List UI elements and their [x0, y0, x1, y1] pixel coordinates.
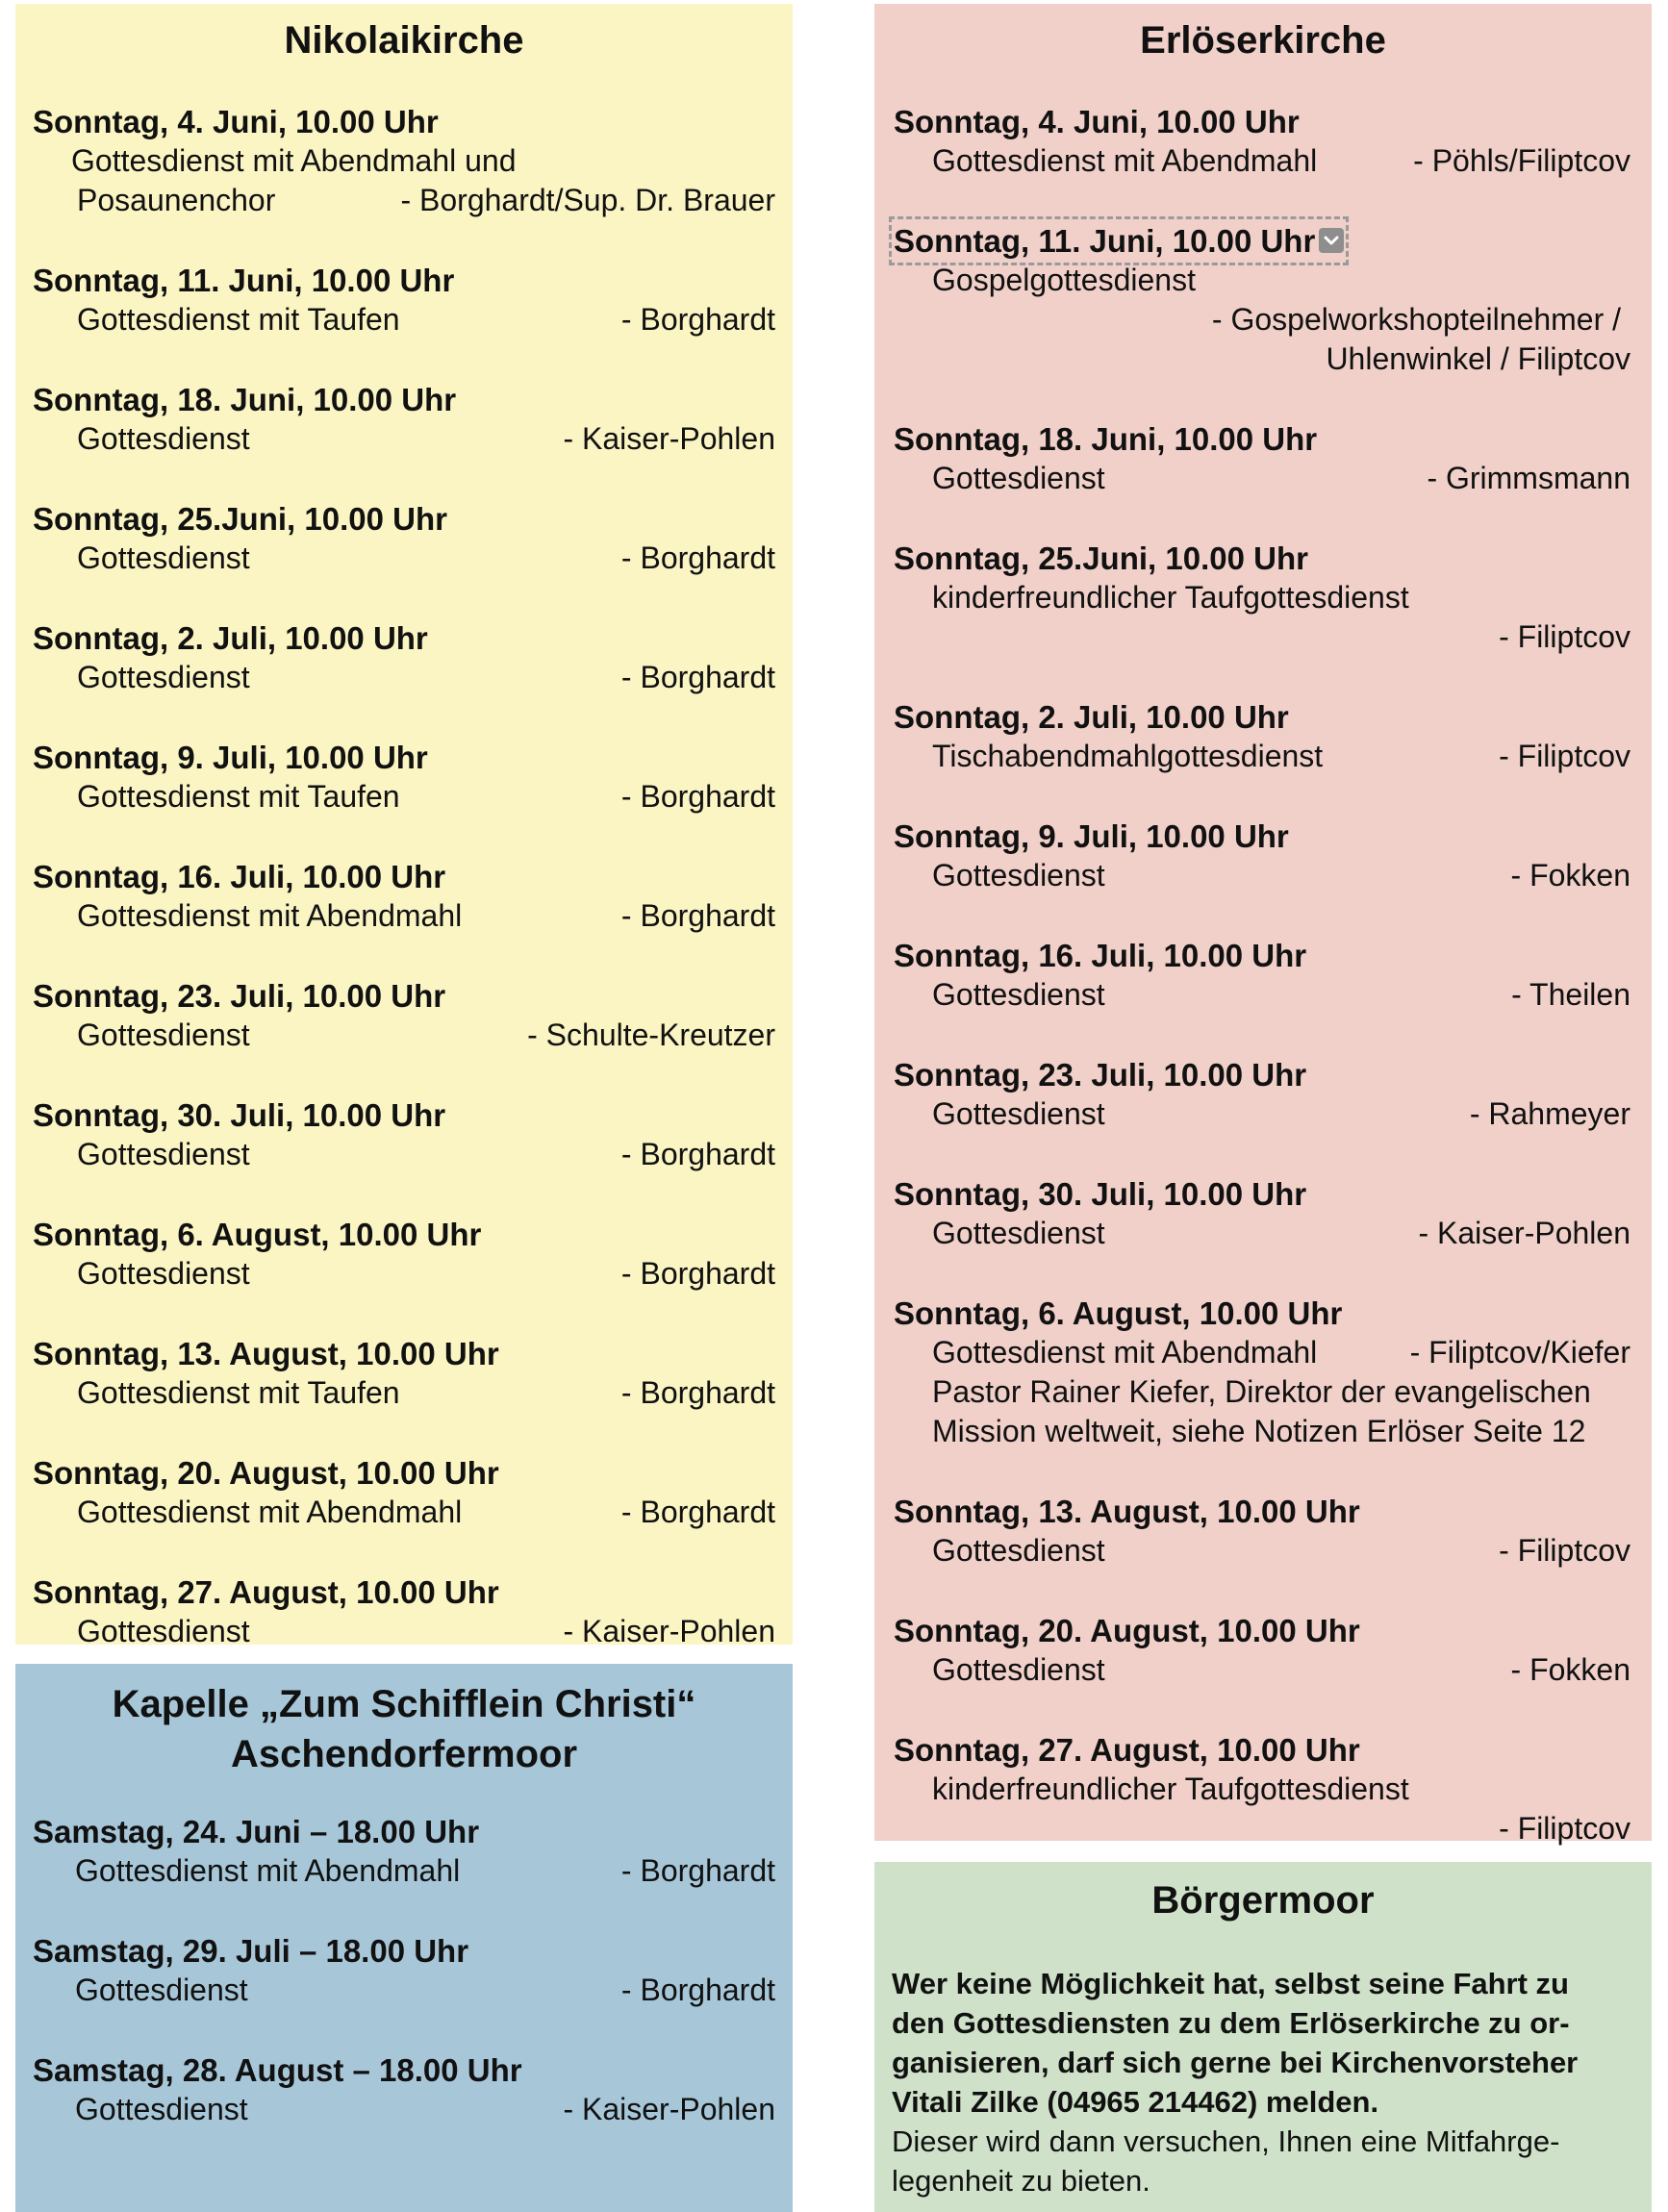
service-pastor: - Borghardt: [620, 898, 775, 933]
service-date: Sonntag, 2. Juli, 10.00 Uhr: [33, 620, 428, 656]
service-desc: Posaunenchor: [77, 183, 276, 217]
service-line: [894, 1094, 1630, 1134]
erloeserkirche-title: Erlöserkirche: [1140, 19, 1386, 62]
list-item: [33, 618, 775, 697]
service-pastor: - Filiptcov: [1499, 1811, 1630, 1846]
service-date: Sonntag, 16. Juli, 10.00 Uhr: [894, 938, 1307, 973]
service-line: [894, 1333, 1630, 1372]
service-line: [33, 658, 775, 697]
service-line: [33, 1373, 775, 1413]
kapelle-title-line2: Aschendorfermoor: [230, 1733, 578, 1775]
service-date: Sonntag, 25.Juni, 10.00 Uhr: [33, 501, 447, 537]
nikolaikirche-list: [15, 65, 793, 1651]
service-line: [894, 1214, 1630, 1253]
service-date: Sonntag, 18. Juni, 10.00 Uhr: [33, 382, 457, 417]
service-pastor: - Theilen: [1511, 977, 1630, 1012]
service-pastor: - Borghardt: [620, 1375, 775, 1410]
service-date: Sonntag, 4. Juni, 10.00 Uhr: [33, 104, 439, 139]
list-item: [894, 1055, 1630, 1134]
boergermoor-panel: [874, 1862, 1652, 2212]
service-pastor: - Borghardt: [620, 779, 775, 814]
list-item: [894, 1492, 1630, 1571]
service-desc: Tischabendmahlgottesdienst: [932, 739, 1324, 773]
list-item: [33, 1215, 775, 1294]
service-date: Sonntag, 27. August, 10.00 Uhr: [894, 1732, 1360, 1768]
kapelle-panel: [15, 1664, 793, 2212]
service-desc: Gottesdienst: [77, 421, 250, 456]
service-desc: Gottesdienst: [75, 1973, 248, 2007]
list-item: [894, 539, 1630, 657]
service-line: [33, 1971, 775, 2010]
service-date: Sonntag, 6. August, 10.00 Uhr: [33, 1217, 482, 1252]
list-item: [33, 2050, 775, 2129]
service-pastor: - Borghardt: [620, 540, 775, 575]
service-desc: Gottesdienst: [932, 1652, 1105, 1687]
service-line: [894, 141, 1630, 181]
service-line: [33, 1135, 775, 1174]
service-desc: Gottesdienst mit Abendmahl und: [71, 143, 517, 178]
list-item: [33, 1572, 775, 1651]
service-pastor: - Filiptcov: [1499, 739, 1630, 773]
service-desc: Gottesdienst: [77, 1614, 250, 1648]
service-date: Sonntag, 16. Juli, 10.00 Uhr: [33, 859, 446, 894]
service-pastor: - Borghardt: [620, 1137, 775, 1171]
service-desc: Gottesdienst mit Abendmahl: [75, 1853, 461, 1888]
service-pastor: - Borghardt/Sup. Dr. Brauer: [400, 183, 775, 217]
service-pastor: Uhlenwinkel / Filiptcov: [1326, 341, 1630, 376]
kapelle-title: [15, 1679, 793, 1779]
service-desc: Gottesdienst: [77, 1137, 250, 1171]
service-pastor: - Borghardt: [620, 1495, 775, 1529]
list-item: [33, 1095, 775, 1174]
service-date: Sonntag, 18. Juni, 10.00 Uhr: [894, 421, 1318, 457]
list-item: [33, 380, 775, 459]
list-item: [33, 1812, 775, 1891]
service-pastor: - Fokken: [1510, 1652, 1630, 1687]
service-pastor: - Kaiser-Pohlen: [563, 421, 775, 456]
service-desc: Gospelgottesdienst: [932, 263, 1196, 297]
list-item: [33, 738, 775, 817]
service-line: [894, 737, 1630, 776]
list-item: [894, 697, 1630, 776]
service-line: [33, 1493, 775, 1532]
service-pastor: - Schulte-Kreutzer: [527, 1018, 775, 1052]
list-item: [894, 419, 1630, 498]
service-line: [894, 975, 1630, 1015]
list-item: [33, 261, 775, 339]
service-date: Sonntag, 9. Juli, 10.00 Uhr: [33, 740, 428, 775]
list-item: [33, 1931, 775, 2010]
service-desc: Gottesdienst mit Taufen: [77, 302, 400, 337]
service-desc: Gottesdienst: [932, 461, 1105, 495]
service-line: [894, 856, 1630, 895]
boergermoor-line: ganisieren, darf sich gerne bei Kirchenvorsteher: [892, 2046, 1579, 2079]
list-item: [33, 857, 775, 936]
boergermoor-line: Wer keine Möglichkeit hat, selbst seine Fahrt zu: [892, 1967, 1569, 2000]
service-date: Sonntag, 13. August, 10.00 Uhr: [894, 1494, 1360, 1529]
service-line: [33, 419, 775, 459]
service-line: [894, 1531, 1630, 1571]
service-date: Sonntag, 6. August, 10.00 Uhr: [894, 1295, 1343, 1331]
service-desc: Gottesdienst: [77, 1256, 250, 1291]
service-desc: Gottesdienst: [932, 1216, 1105, 1250]
service-date: Samstag, 29. Juli – 18.00 Uhr: [33, 1933, 469, 1969]
service-date-text: Sonntag, 11. Juni, 10.00 Uhr: [894, 223, 1316, 259]
service-line: [33, 1851, 775, 1891]
nikolaikirche-panel: [15, 4, 793, 1648]
boergermoor-line: Vitali Zilke (04965 214462) melden.: [892, 2085, 1379, 2119]
list-item: [33, 976, 775, 1055]
list-item: [894, 1174, 1630, 1253]
service-desc: Gottesdienst mit Abendmahl: [932, 143, 1318, 178]
service-desc: Gottesdienst: [932, 1096, 1105, 1131]
service-desc: Gottesdienst: [77, 540, 250, 575]
service-line: [33, 181, 775, 220]
service-note: Pastor Rainer Kiefer, Direktor der evangelischen: [932, 1374, 1591, 1409]
boergermoor-line: Dieser wird dann versuchen, Ihnen eine Mitfahrge-: [892, 2124, 1560, 2158]
service-pastor: - Grimmsmann: [1427, 461, 1630, 495]
service-date: Samstag, 24. Juni – 18.00 Uhr: [33, 1814, 480, 1849]
service-pastor: - Gospelworkshopteilnehmer /: [1211, 302, 1621, 337]
service-pastor: - Filiptcov: [1499, 1533, 1630, 1568]
erloeserkirche-panel: [874, 4, 1652, 1846]
service-date: Sonntag, 25.Juni, 10.00 Uhr: [894, 540, 1308, 576]
service-desc: Gottesdienst: [77, 660, 250, 694]
service-desc: Gottesdienst mit Taufen: [77, 1375, 400, 1410]
service-date: Sonntag, 20. August, 10.00 Uhr: [33, 1455, 499, 1491]
service-desc: Gottesdienst mit Abendmahl: [77, 898, 463, 933]
list-item: [894, 1730, 1630, 1848]
list-item: [894, 936, 1630, 1015]
service-date: Sonntag, 23. Juli, 10.00 Uhr: [894, 1057, 1307, 1093]
list-item: [894, 1611, 1630, 1690]
kapelle-title-line1: Kapelle „Zum Schifflein Christi“: [112, 1683, 696, 1725]
service-desc: Gottesdienst: [932, 858, 1105, 892]
service-pastor: - Rahmeyer: [1469, 1096, 1630, 1131]
list-item: [33, 102, 775, 220]
service-desc: Gottesdienst: [75, 2092, 248, 2126]
service-date: Sonntag, 13. August, 10.00 Uhr: [33, 1336, 499, 1371]
service-pastor: - Filiptcov/Kiefer: [1409, 1335, 1630, 1370]
kapelle-list: [15, 1779, 793, 2129]
service-pastor: - Borghardt: [620, 1853, 775, 1888]
service-line: [33, 1612, 775, 1651]
list-item: [33, 1334, 775, 1413]
selected-date-field[interactable]: [894, 221, 1344, 261]
service-date: Sonntag, 11. Juni, 10.00 Uhr: [33, 263, 455, 298]
list-item: [894, 817, 1630, 895]
boergermoor-title: Börgermoor: [1151, 1879, 1375, 1922]
list-item: [894, 221, 1630, 379]
service-line: [33, 1016, 775, 1055]
service-pastor: - Kaiser-Pohlen: [563, 2092, 775, 2126]
service-date: Sonntag, 4. Juni, 10.00 Uhr: [894, 104, 1300, 139]
list-item: [33, 499, 775, 578]
service-desc: kinderfreundlicher Taufgottesdienst: [932, 1772, 1409, 1806]
service-desc: Gottesdienst: [932, 977, 1105, 1012]
service-line: [33, 777, 775, 817]
service-line: [894, 1650, 1630, 1690]
service-line: [33, 539, 775, 578]
service-pastor: - Borghardt: [620, 660, 775, 694]
service-note: Mission weltweit, siehe Notizen Erlöser Seite 12: [932, 1414, 1586, 1448]
service-date: Samstag, 28. August – 18.00 Uhr: [33, 2052, 522, 2088]
service-line: [33, 300, 775, 339]
service-date: Sonntag, 9. Juli, 10.00 Uhr: [894, 818, 1289, 854]
boergermoor-line: legenheit zu bieten.: [892, 2164, 1150, 2198]
service-line: [33, 2090, 775, 2129]
service-desc: Gottesdienst mit Taufen: [77, 779, 400, 814]
service-date: [894, 221, 1630, 261]
service-pastor: - Kaiser-Pohlen: [563, 1614, 775, 1648]
service-line: [33, 1254, 775, 1294]
service-date: Sonntag, 27. August, 10.00 Uhr: [33, 1574, 499, 1610]
list-item: [894, 1294, 1630, 1451]
nikolaikirche-title: Nikolaikirche: [284, 19, 524, 62]
service-pastor: - Borghardt: [620, 1973, 775, 2007]
service-desc: Gottesdienst mit Abendmahl: [932, 1335, 1318, 1370]
service-pastor: - Pöhls/Filiptcov: [1413, 143, 1630, 178]
service-date: Sonntag, 23. Juli, 10.00 Uhr: [33, 978, 446, 1014]
boergermoor-text: [874, 1925, 1652, 2200]
service-desc: Gottesdienst mit Abendmahl: [77, 1495, 463, 1529]
service-desc: kinderfreundlicher Taufgottesdienst: [932, 580, 1409, 615]
service-desc: Gottesdienst: [77, 1018, 250, 1052]
service-pastor: - Kaiser-Pohlen: [1418, 1216, 1630, 1250]
service-line: [33, 896, 775, 936]
service-pastor: - Borghardt: [620, 302, 775, 337]
service-date: Sonntag, 20. August, 10.00 Uhr: [894, 1613, 1360, 1648]
chevron-down-icon[interactable]: [1319, 228, 1344, 253]
boergermoor-line: den Gottesdiensten zu dem Erlöserkirche zu or-: [892, 2006, 1570, 2040]
service-pastor: - Borghardt: [620, 1256, 775, 1291]
erloeserkirche-list: [874, 65, 1652, 1848]
service-date: Sonntag, 30. Juli, 10.00 Uhr: [894, 1176, 1307, 1212]
service-desc: Gottesdienst: [932, 1533, 1105, 1568]
service-date: Sonntag, 2. Juli, 10.00 Uhr: [894, 699, 1289, 735]
service-pastor: - Filiptcov: [1499, 619, 1630, 654]
service-date: Sonntag, 30. Juli, 10.00 Uhr: [33, 1097, 446, 1133]
list-item: [33, 1453, 775, 1532]
service-line: [894, 459, 1630, 498]
list-item: [894, 102, 1630, 181]
service-pastor: - Fokken: [1510, 858, 1630, 892]
